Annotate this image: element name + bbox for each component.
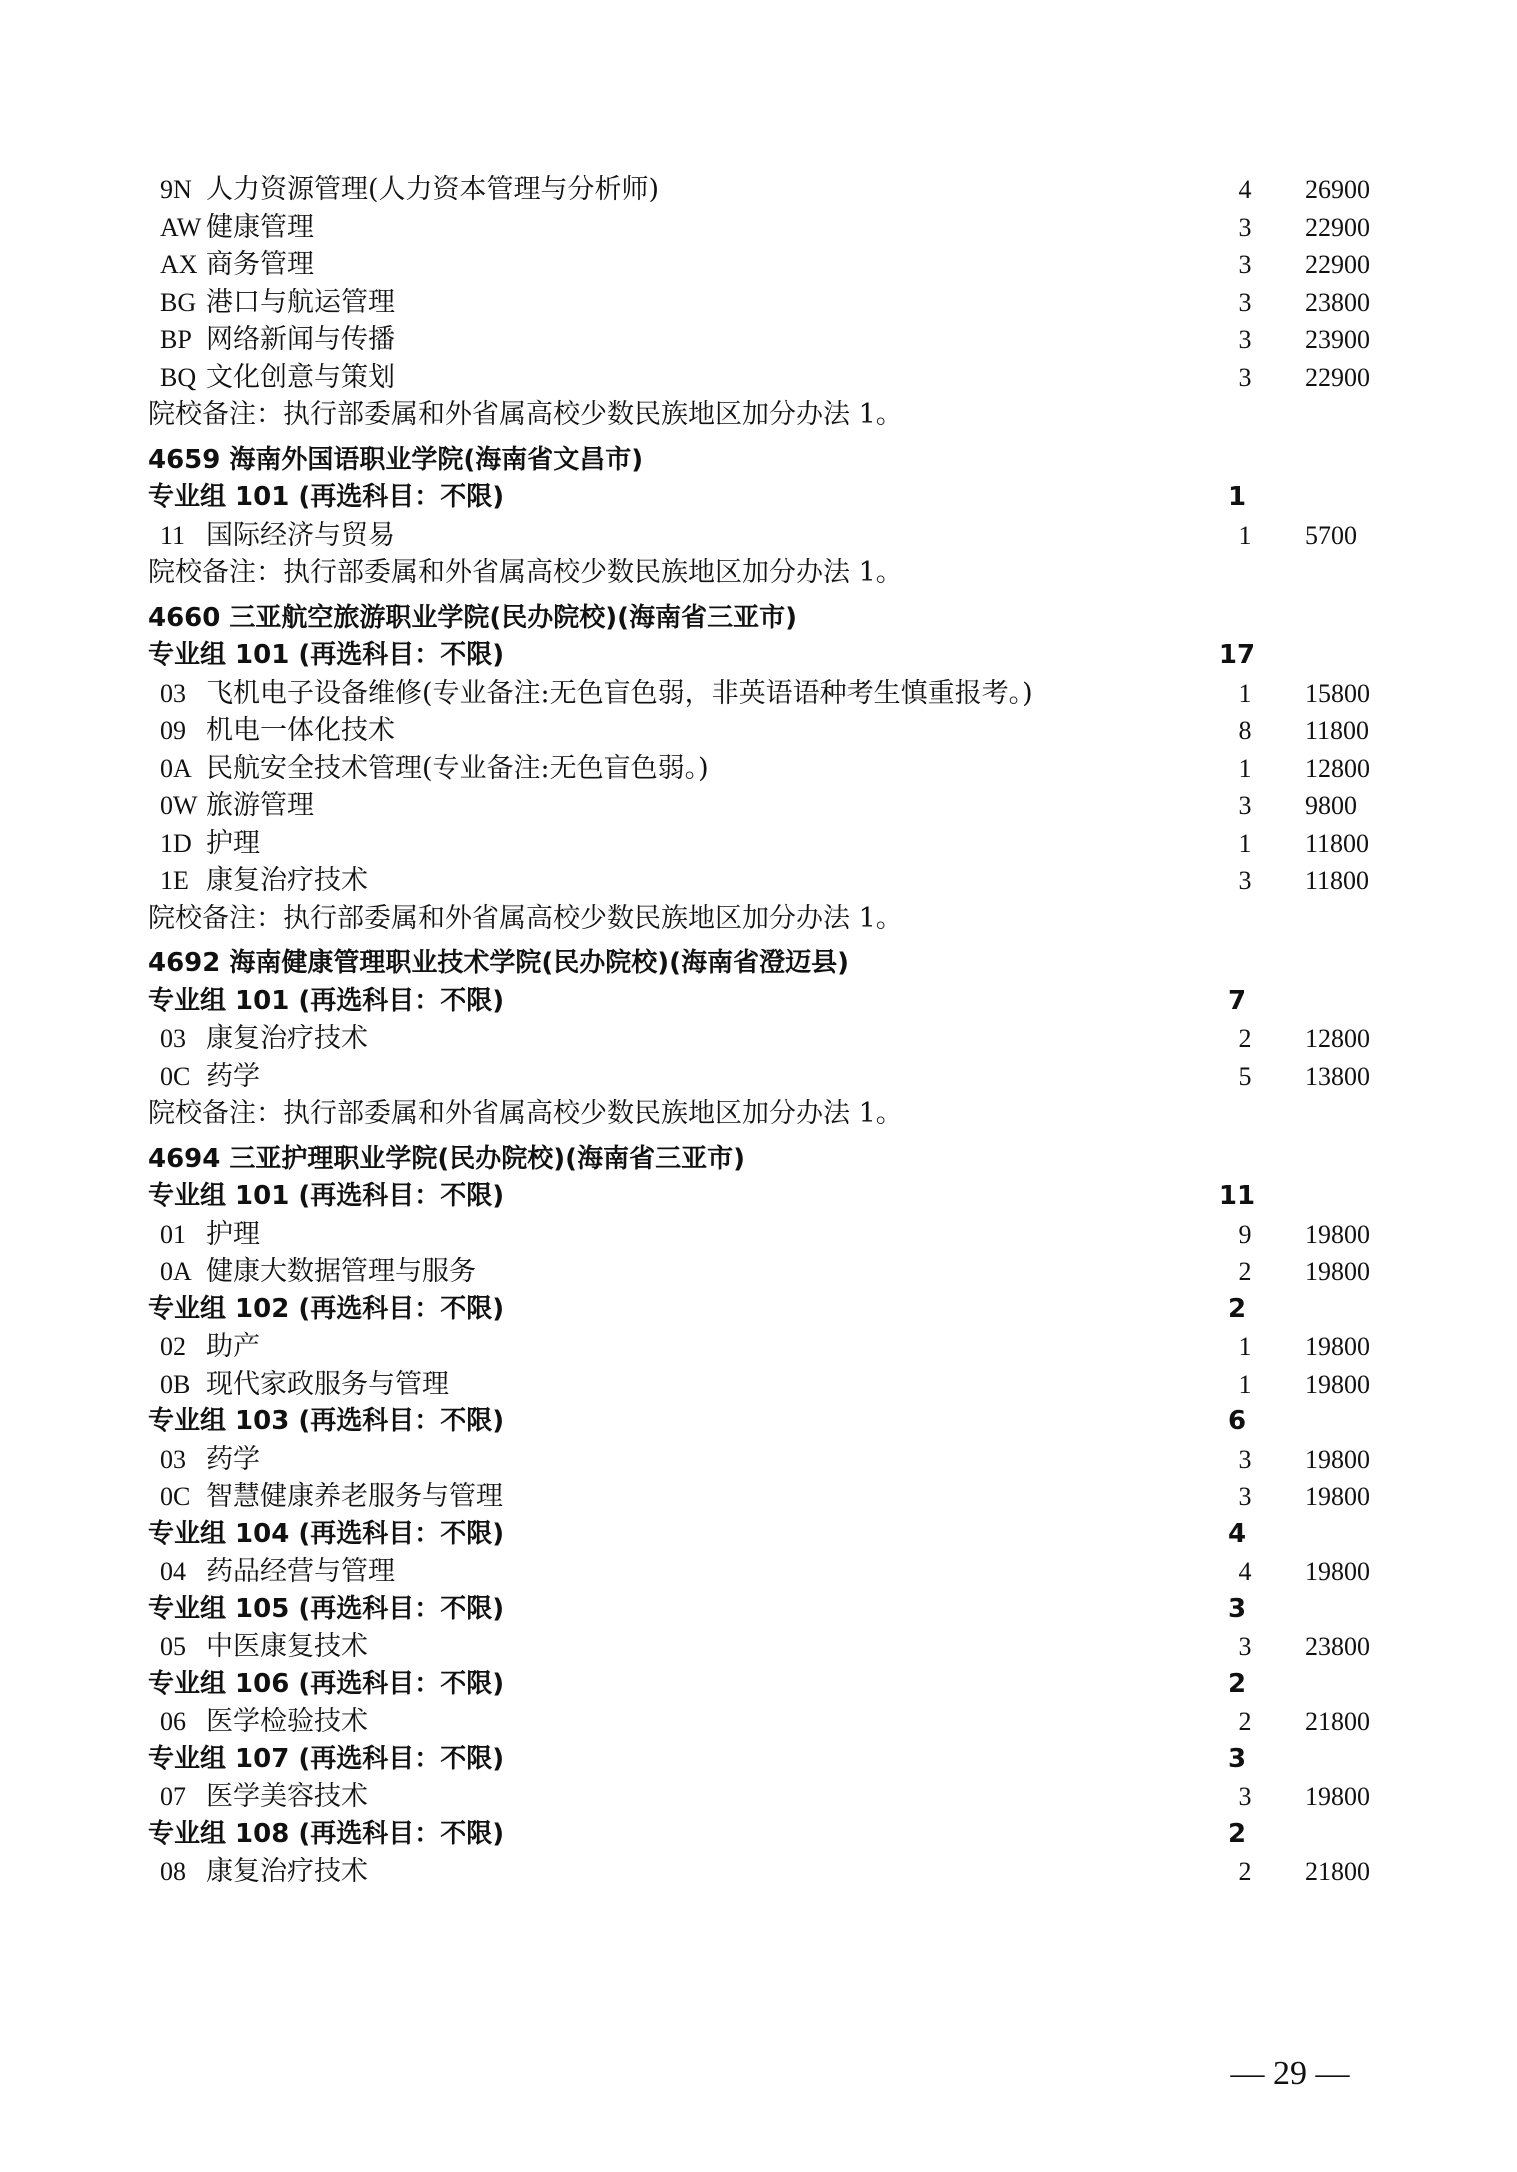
major-row	[0, 675, 1517, 713]
major-code: AX	[160, 250, 198, 279]
tuition-fee: 5700	[1305, 520, 1357, 550]
school-note: 院校备注：执行部委属和外省属高校少数民族地区加分办法 1。	[148, 1098, 903, 1129]
group-plan-count: 3	[1227, 1593, 1247, 1624]
plan-count: 1	[1238, 1369, 1252, 1399]
tuition-fee: 19800	[1305, 1444, 1370, 1474]
major-group-title: 专业组 108 (再选科目：不限)	[148, 1818, 505, 1849]
major-code: 01	[160, 1219, 186, 1249]
plan-count: 3	[1238, 791, 1252, 820]
plan-count: 1	[1238, 753, 1252, 783]
tuition-fee: 11800	[1305, 866, 1370, 895]
group-plan-count: 6	[1227, 1406, 1247, 1436]
major-group-row	[0, 1291, 1517, 1329]
tuition-fee: 22900	[1305, 212, 1370, 242]
major-name: 机电一体化技术	[206, 715, 395, 746]
plan-count: 3	[1238, 325, 1252, 354]
plan-count: 1	[1238, 678, 1252, 708]
group-plan-count: 1	[1227, 482, 1247, 512]
plan-count: 1	[1238, 520, 1252, 550]
tuition-fee: 12800	[1305, 753, 1370, 783]
plan-count: 8	[1238, 716, 1252, 745]
plan-count: 2	[1238, 1024, 1252, 1053]
major-code: 1D	[160, 828, 192, 858]
major-group-title: 专业组 103 (再选科目：不限)	[148, 1406, 505, 1436]
tuition-fee: 21800	[1305, 1707, 1370, 1736]
major-name: 健康大数据管理与服务	[206, 1256, 476, 1287]
major-group-title: 专业组 105 (再选科目：不限)	[148, 1593, 505, 1624]
plan-count: 2	[1238, 1857, 1252, 1886]
major-group-row	[0, 479, 1517, 517]
plan-count: 3	[1238, 1632, 1252, 1661]
major-code: 0C	[160, 1482, 191, 1511]
major-group-row	[0, 637, 1517, 675]
major-name: 港口与航运管理	[206, 286, 395, 318]
tuition-fee: 19800	[1305, 1332, 1370, 1361]
major-row	[0, 1441, 1517, 1479]
major-code: BP	[160, 325, 192, 354]
school-note: 院校备注：执行部委属和外省属高校少数民族地区加分办法 1。	[148, 902, 903, 934]
major-group-row	[0, 1403, 1517, 1441]
school-note-row	[0, 1095, 1517, 1133]
tuition-fee: 21800	[1305, 1857, 1370, 1886]
school-note-row	[0, 554, 1517, 592]
major-name: 康复治疗技术	[206, 1856, 368, 1887]
plan-count: 2	[1238, 1707, 1252, 1736]
major-code: 0A	[160, 1257, 192, 1286]
major-name: 医学检验技术	[206, 1706, 368, 1737]
major-name: 健康管理	[206, 211, 314, 243]
major-name: 医学美容技术	[206, 1781, 368, 1812]
major-code: 05	[160, 1632, 186, 1661]
tuition-fee: 22900	[1305, 362, 1370, 392]
major-code: 07	[160, 1782, 186, 1811]
plan-count: 4	[1238, 175, 1252, 204]
group-plan-count: 2	[1227, 1293, 1247, 1324]
major-group-row	[0, 1591, 1517, 1629]
major-code: 09	[160, 716, 186, 745]
major-code: 11	[160, 520, 186, 550]
major-name: 康复治疗技术	[206, 1023, 368, 1054]
group-plan-count: 4	[1227, 1518, 1247, 1549]
major-row	[0, 284, 1517, 322]
tuition-fee: 15800	[1305, 678, 1370, 708]
plan-count: 1	[1238, 828, 1252, 858]
school-header-row	[0, 945, 1517, 983]
major-row	[0, 1253, 1517, 1291]
major-row	[0, 1366, 1517, 1404]
major-group-title: 专业组 106 (再选科目：不限)	[148, 1668, 505, 1699]
major-group-title: 专业组 101 (再选科目：不限)	[148, 482, 505, 512]
major-row	[0, 246, 1517, 284]
tuition-fee: 23800	[1305, 287, 1370, 317]
major-row	[0, 750, 1517, 788]
tuition-fee: 12800	[1305, 1024, 1370, 1053]
major-code: 06	[160, 1707, 186, 1736]
group-plan-count: 2	[1227, 1818, 1247, 1849]
tuition-fee: 23900	[1305, 325, 1370, 354]
tuition-fee: 19800	[1305, 1219, 1370, 1249]
school-header-row	[0, 600, 1517, 638]
major-row	[0, 359, 1517, 397]
major-group-row	[0, 983, 1517, 1021]
tuition-fee: 19800	[1305, 1782, 1370, 1811]
major-name: 药学	[206, 1443, 260, 1475]
plan-count: 3	[1238, 212, 1252, 242]
major-name: 飞机电子设备维修(专业备注:无色盲色弱，非英语语种考生慎重报考。)	[206, 677, 1033, 709]
group-plan-count: 3	[1227, 1743, 1247, 1774]
major-row	[0, 712, 1517, 750]
group-plan-count: 17	[1218, 640, 1256, 670]
major-code: BQ	[160, 362, 197, 392]
school-header-row	[0, 1141, 1517, 1179]
major-code: 0B	[160, 1369, 191, 1399]
school-title: 4692 海南健康管理职业技术学院(民办院校)(海南省澄迈县)	[148, 948, 849, 978]
school-note-row	[0, 396, 1517, 434]
tuition-fee: 22900	[1305, 250, 1370, 279]
major-name: 中医康复技术	[206, 1631, 368, 1662]
plan-count: 9	[1238, 1219, 1252, 1249]
enrollment-plan-list	[0, 171, 1517, 1891]
major-group-title: 专业组 101 (再选科目：不限)	[148, 640, 505, 670]
plan-count: 2	[1238, 1257, 1252, 1286]
group-plan-count: 7	[1227, 985, 1247, 1016]
major-group-row	[0, 1816, 1517, 1854]
major-name: 康复治疗技术	[206, 865, 368, 896]
major-name: 药品经营与管理	[206, 1556, 395, 1587]
major-code: 9N	[160, 175, 192, 204]
major-row	[0, 1778, 1517, 1816]
major-row	[0, 1553, 1517, 1591]
tuition-fee: 11800	[1305, 828, 1370, 858]
major-row	[0, 171, 1517, 209]
major-group-row	[0, 1516, 1517, 1554]
major-row	[0, 862, 1517, 900]
page-number: — 29 —	[1230, 2055, 1350, 2092]
plan-count: 4	[1238, 1557, 1252, 1586]
school-title: 4659 海南外国语职业学院(海南省文昌市)	[148, 444, 644, 475]
major-group-title: 专业组 101 (再选科目：不限)	[148, 985, 505, 1016]
tuition-fee: 19800	[1305, 1557, 1370, 1586]
major-code: 03	[160, 678, 186, 708]
major-row	[0, 209, 1517, 247]
major-name: 网络新闻与传播	[206, 324, 395, 355]
major-code: 04	[160, 1557, 186, 1586]
major-code: 1E	[160, 866, 189, 895]
plan-count: 3	[1238, 362, 1252, 392]
tuition-fee: 26900	[1305, 175, 1370, 204]
tuition-fee: 23800	[1305, 1632, 1370, 1661]
major-name: 人力资源管理(人力资本管理与分析师)	[206, 174, 660, 205]
major-group-title: 专业组 107 (再选科目：不限)	[148, 1743, 505, 1774]
major-name: 药学	[206, 1060, 260, 1092]
major-group-row	[0, 1741, 1517, 1779]
major-code: 08	[160, 1857, 186, 1886]
school-note: 院校备注：执行部委属和外省属高校少数民族地区加分办法 1。	[148, 557, 903, 588]
school-header-row	[0, 442, 1517, 480]
major-group-title: 专业组 104 (再选科目：不限)	[148, 1518, 505, 1549]
school-note: 院校备注：执行部委属和外省属高校少数民族地区加分办法 1。	[148, 399, 903, 430]
tuition-fee: 19800	[1305, 1257, 1370, 1286]
school-note-row	[0, 900, 1517, 938]
major-code: 0C	[160, 1061, 191, 1091]
major-row	[0, 1058, 1517, 1096]
group-plan-count: 2	[1227, 1668, 1247, 1699]
plan-count: 1	[1238, 1332, 1252, 1361]
major-code: 0W	[160, 791, 198, 820]
group-plan-count: 11	[1218, 1181, 1256, 1211]
school-title: 4694 三亚护理职业学院(民办院校)(海南省三亚市)	[148, 1143, 745, 1174]
plan-count: 3	[1238, 866, 1252, 895]
major-row	[0, 1020, 1517, 1058]
major-row	[0, 1628, 1517, 1666]
major-name: 智慧健康养老服务与管理	[206, 1481, 503, 1512]
major-name: 商务管理	[206, 249, 314, 280]
major-code: 03	[160, 1444, 186, 1474]
major-row	[0, 1216, 1517, 1254]
tuition-fee: 19800	[1305, 1482, 1370, 1511]
major-code: AW	[160, 212, 202, 242]
major-row	[0, 321, 1517, 359]
plan-count: 3	[1238, 1782, 1252, 1811]
tuition-fee: 13800	[1305, 1061, 1370, 1091]
tuition-fee: 19800	[1305, 1369, 1370, 1399]
major-name: 文化创意与策划	[206, 361, 395, 393]
major-row	[0, 787, 1517, 825]
major-group-title: 专业组 101 (再选科目：不限)	[148, 1181, 505, 1211]
major-row	[0, 1703, 1517, 1741]
plan-count: 3	[1238, 1444, 1252, 1474]
tuition-fee: 11800	[1305, 716, 1370, 745]
major-name: 护理	[206, 1218, 260, 1250]
major-code: BG	[160, 287, 197, 317]
major-row	[0, 517, 1517, 555]
major-code: 02	[160, 1332, 186, 1361]
major-name: 现代家政服务与管理	[206, 1368, 449, 1400]
tuition-fee: 9800	[1305, 791, 1357, 820]
major-name: 民航安全技术管理(专业备注:无色盲色弱。)	[206, 752, 709, 784]
major-row	[0, 825, 1517, 863]
major-row	[0, 1853, 1517, 1891]
major-group-title: 专业组 102 (再选科目：不限)	[148, 1293, 505, 1324]
major-row	[0, 1478, 1517, 1516]
major-name: 国际经济与贸易	[206, 519, 395, 551]
school-title: 4660 三亚航空旅游职业学院(民办院校)(海南省三亚市)	[148, 602, 797, 633]
major-name: 护理	[206, 827, 260, 859]
plan-count: 3	[1238, 287, 1252, 317]
major-code: 03	[160, 1024, 186, 1053]
major-name: 助产	[206, 1331, 260, 1362]
major-group-row	[0, 1666, 1517, 1704]
major-code: 0A	[160, 753, 192, 783]
plan-count: 3	[1238, 1482, 1252, 1511]
major-group-row	[0, 1178, 1517, 1216]
plan-count: 3	[1238, 250, 1252, 279]
plan-count: 5	[1238, 1061, 1252, 1091]
major-row	[0, 1328, 1517, 1366]
major-name: 旅游管理	[206, 790, 314, 821]
